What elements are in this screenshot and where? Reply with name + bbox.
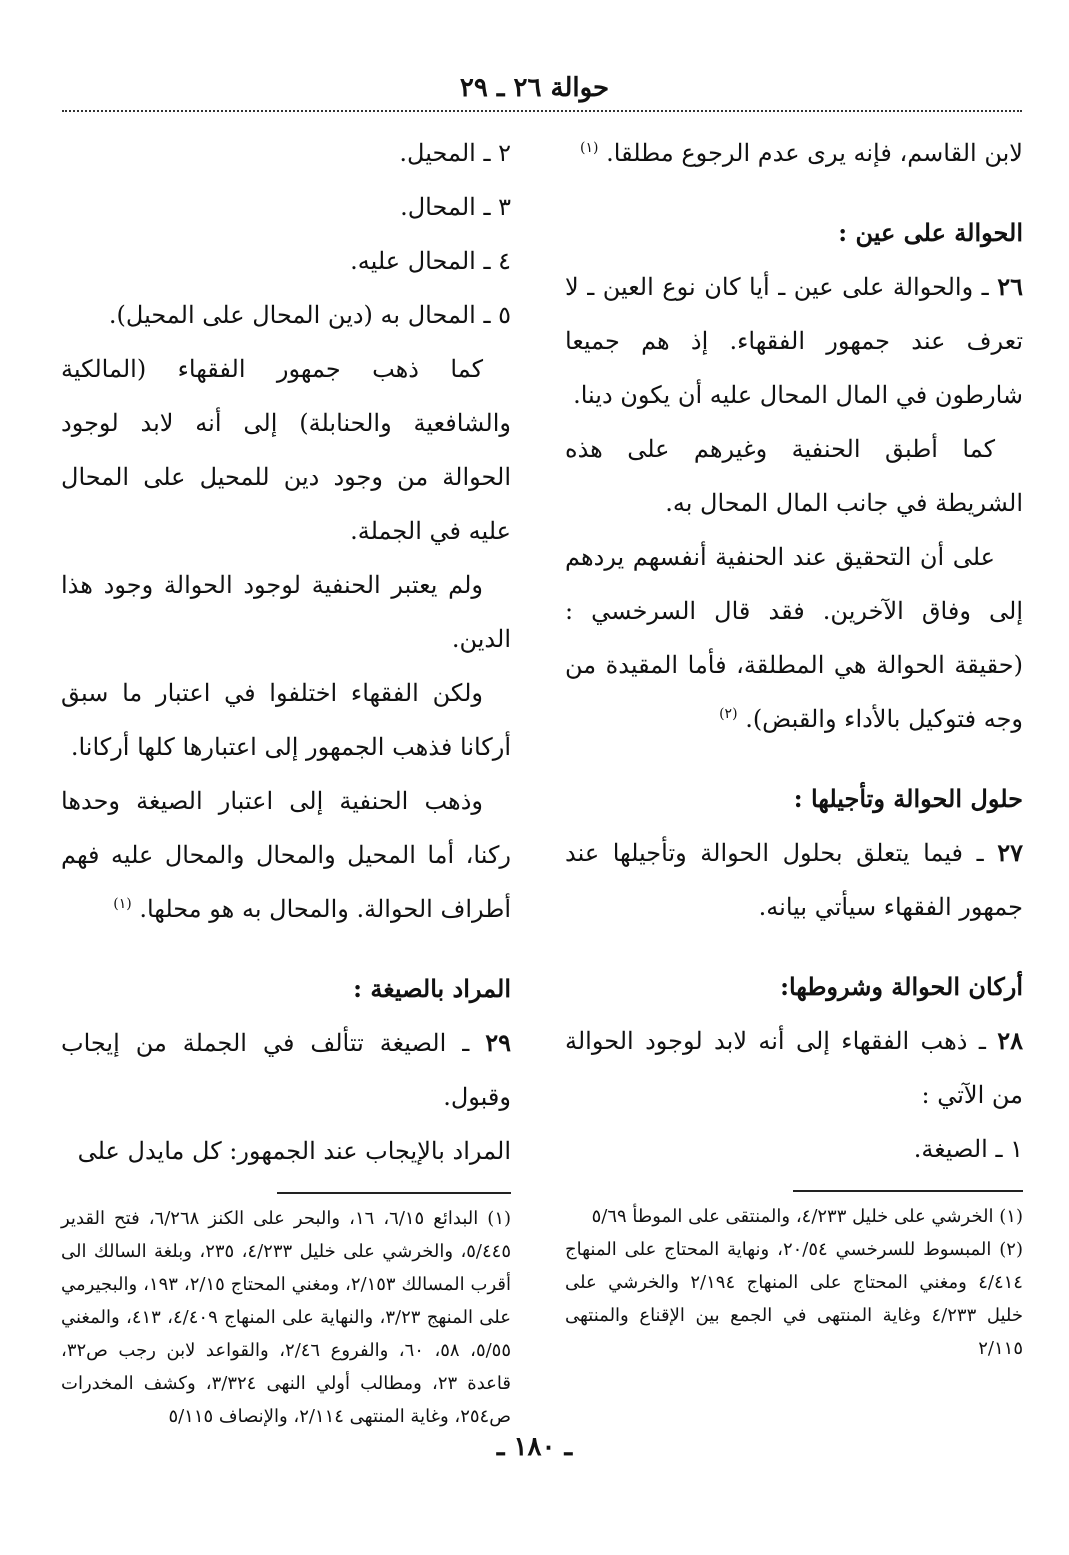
footnote-ref: (٢) — [719, 706, 738, 722]
paragraph-number: ٢٦ — [997, 272, 1023, 301]
footnotes — [565, 1200, 1023, 1365]
right-column — [565, 126, 1023, 1365]
paragraph-number: ٢٧ — [997, 838, 1023, 867]
paragraph: ولكن الفقهاء اختلفوا في اعتبار ما سبق أركانا فذهب الجمهور إلى اعتبارها كلها أركانا. — [61, 679, 511, 761]
left-column — [61, 126, 511, 1433]
paragraph — [565, 126, 1023, 180]
footnote: (١) البدائع ٦/١٥، ١٦، والبحر على الكنز ٦/٢٦٨، فتح القدير ٥/٤٤٥، والخرشي على خليل ٤/٢٣٣، ٢٣٥، وبلغة السالك الى أقرب المسالك ٢/١٥٣، ومغني المحتاج ٢/١٥، ١٩٣، والبجيرمي على المنهج ٣/٢٣، والنهاية على المنهاج ٤/٤٠٩، ٤١٣، والمغني ٥/٥٥، ٥٨، ٦٠، والفروع ٢/٤٦، والقواعد لابن رجب ص٣٢، قاعدة ٢٣، ومطالب أولي النهى ٣/٣٢٤، وكشف المخدرات ص٢٥٤، وغاية المنتهى ٢/١١٤، والإنصاف ٥/١١٥ — [61, 1208, 512, 1427]
section-heading: المراد بالصيغة : — [353, 974, 511, 1003]
header-dotted-rule — [62, 110, 1022, 112]
paragraph: كما أطبق الحنفية وغيرهم على هذه الشريطة في جانب المال المحال به. — [565, 435, 1023, 517]
paragraph — [565, 1014, 1023, 1122]
footnote-ref: (١) — [580, 140, 599, 156]
paragraph-number: ٢٨ — [997, 1026, 1023, 1055]
list-item: ٢ ـ المحيل. — [399, 139, 511, 167]
footnote-separator — [793, 1190, 1023, 1192]
paragraph: المراد بالإيجاب عند الجمهور: كل مايدل على — [77, 1137, 511, 1165]
paragraph — [61, 774, 511, 936]
paragraph — [565, 530, 1023, 746]
list-item: ٤ ـ المحال عليه. — [350, 247, 511, 275]
paragraph — [565, 260, 1023, 422]
paragraph: كما ذهب جمهور الفقهاء (المالكية والشافعية والحنابلة) إلى أنه لابد لوجود الحوالة من وجود دين للمحيل على المحال عليه في الجملة. — [61, 355, 511, 545]
page-number: ـ ١٨٠ ـ — [496, 1432, 573, 1462]
list-item: ١ ـ الصيغة. — [913, 1135, 1023, 1163]
paragraph-text: وذهب الحنفية إلى اعتبار الصيغة وحدها ركنا، أما المحيل والمحال والمحال عليه فهم أطراف الحوالة. والمحال به هو محلها. — [61, 787, 511, 923]
paragraph-text: ـ فيما يتعلق بحلول الحوالة وتأجيلها عند جمهور الفقهاء سيأتي بيانه. — [565, 839, 1023, 921]
paragraph-number: ٢٩ — [485, 1028, 511, 1057]
paragraph — [61, 1016, 511, 1124]
section-heading: أركان الحوالة وشروطها: — [780, 972, 1023, 1001]
paragraph-text: ـ الصيغة تتألف في الجملة من إيجاب وقبول. — [61, 1029, 511, 1111]
paragraph: ولم يعتبر الحنفية لوجود الحوالة وجود هذا الدين. — [61, 571, 511, 653]
paragraph-text: ـ والحوالة على عين ـ أيا كان نوع العين ـ لا تعرف عند جمهور الفقهاء. إذ هم جميعا شارطون في المال المحال عليه أن يكون دينا. — [565, 273, 1023, 409]
footnote: (١) الخرشي على خليل ٤/٢٣٣، والمنتقى على الموطأ ٥/٦٩ — [591, 1206, 1023, 1227]
paragraph-text: على أن التحقيق عند الحنفية أنفسهم يردهم إلى وفاق الآخرين. فقد قال السرخسي : (حقيقة الحوالة هي المطلقة، فأما المقيدة من وجه فتوكيل بالأداء والقبض). — [565, 543, 1023, 733]
list-item: ٣ ـ المحال. — [400, 193, 511, 221]
footnote-ref: (١) — [113, 896, 132, 912]
paragraph — [565, 826, 1023, 934]
running-head: حوالة ٢٦ ـ ٢٩ — [459, 73, 610, 103]
section-heading: حلول الحوالة وتأجيلها : — [793, 784, 1023, 813]
footnote: (٢) المبسوط للسرخسي ٢٠/٥٤، ونهاية المحتاج على المنهاج ٤/٤١٤ ومغني المحتاج على المنهاج ٢/١٩٤ والخرشي على خليل ٤/٢٣٣ وغاية المنتهى في الجمع بين الإقناع والمنتهى ٢/١١٥ — [565, 1239, 1023, 1359]
section-heading: الحوالة على عين : — [838, 218, 1023, 247]
list-item: ٥ ـ المحال به (دين المحال على المحيل). — [108, 301, 511, 329]
footnote-separator — [277, 1192, 511, 1194]
paragraph-text: لابن القاسم، فإنه يرى عدم الرجوع مطلقا. — [606, 139, 1023, 167]
paragraph-text: ـ ذهب الفقهاء إلى أنه لابد لوجود الحوالة من الآتي : — [565, 1027, 1023, 1109]
footnotes — [61, 1202, 511, 1433]
